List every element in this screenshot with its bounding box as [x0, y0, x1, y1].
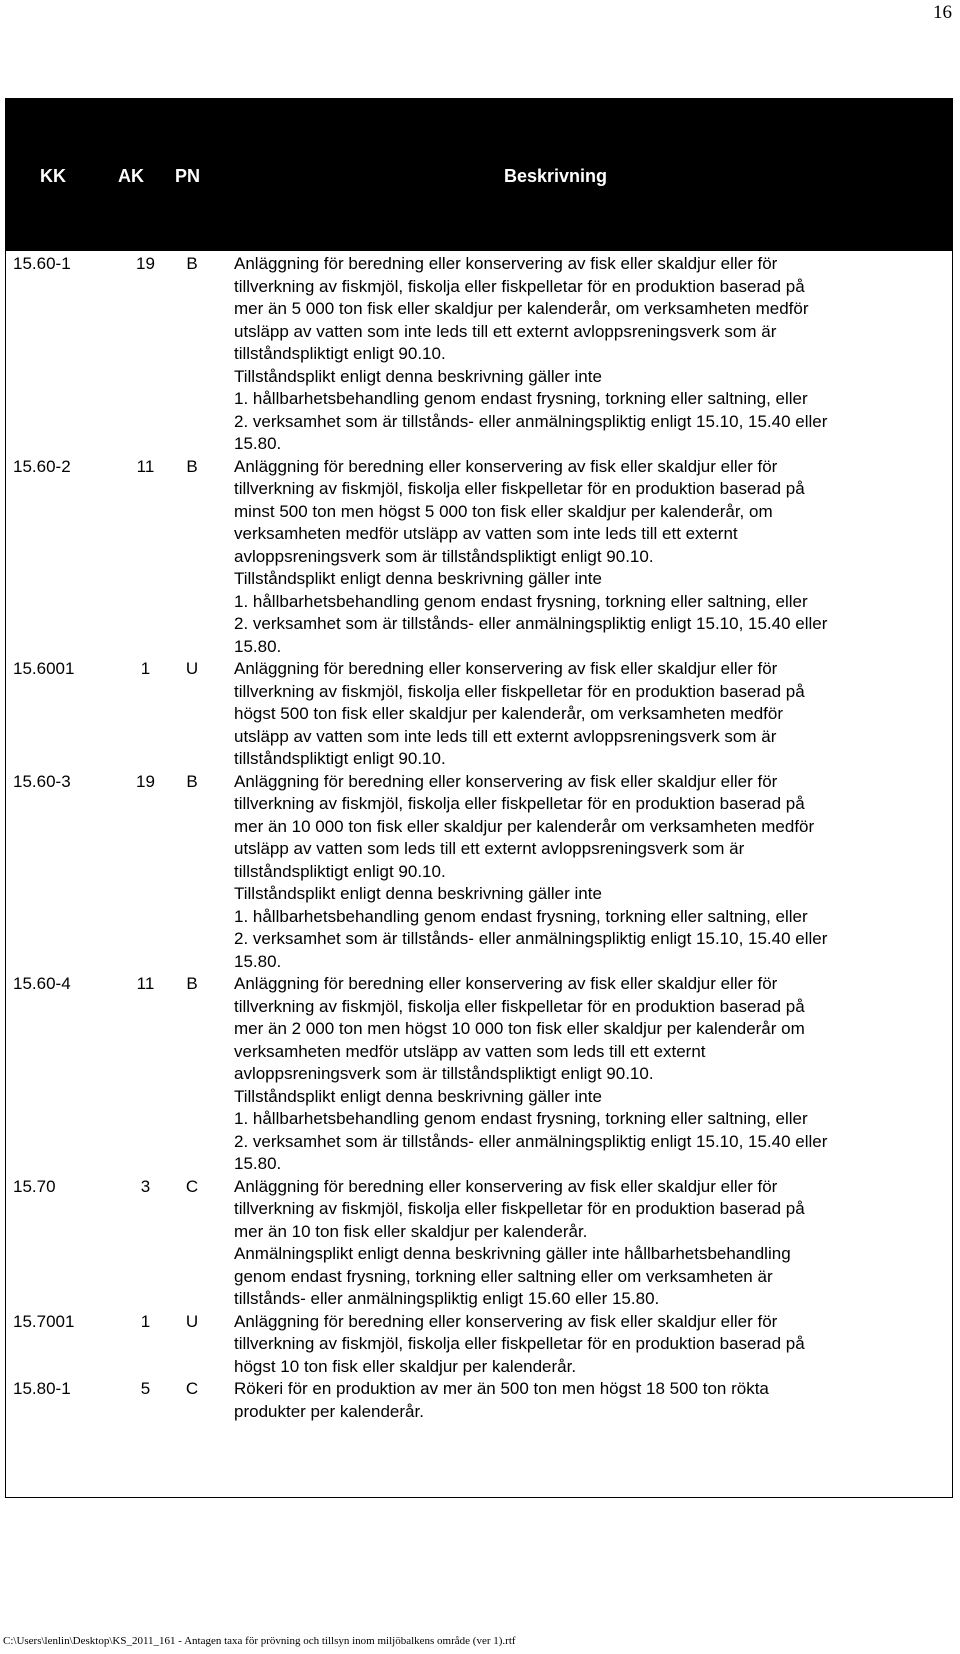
row-pn: B — [186, 456, 198, 476]
row-description: Anläggning för beredning eller konservering av fisk eller skaldjur eller för tillverkning av fiskmjöl, fiskolja eller fiskpelletar för en produktion baserad på mer än 5 000 ton fisk eller skaldjur per kalenderår, om verksamheten medför utsläpp av vatten som inte leds till ett externt avloppsreningsverk som är tillståndspliktigt enligt 90.10. Tillståndsplikt enligt denna beskrivning gäller inte 1. hållbarhetsbehandling genom endast frysning, torkning eller saltning, eller 2. verksamhet som är tillstånds- eller anmälningspliktig enligt 15.10, 15.40 eller 15.80. — [234, 254, 828, 453]
header-ak: AK — [118, 166, 144, 186]
table-row — [6, 771, 952, 974]
table-row — [6, 1176, 952, 1311]
row-ak: 11 — [136, 456, 155, 476]
row-pn: U — [185, 659, 199, 678]
row-description: Anläggning för beredning eller konservering av fisk eller skaldjur eller för tillverkning av fiskmjöl, fiskolja eller fiskpelletar för en produktion baserad på minst 500 ton men högst 5 000 ton fisk eller skaldjur per kalenderår, om verksamheten medför utsläpp av vatten som inte leds till ett externt avloppsreningsverk som är tillståndspliktigt enligt 90.10. Tillståndsplikt enligt denna beskrivning gäller inte 1. hållbarhetsbehandling genom endast frysning, torkning eller saltning, eller 2. verksamhet som är tillstånds- eller anmälningspliktig enligt 15.10, 15.40 eller 15.80. — [234, 456, 828, 656]
header-pn: PN — [175, 166, 201, 186]
header-kk: KK — [40, 166, 66, 186]
table-row — [6, 456, 952, 659]
table-row — [6, 253, 952, 456]
row-kk: 15.7001 — [13, 1311, 75, 1331]
row-ak: 19 — [136, 254, 155, 273]
row-pn: B — [186, 771, 198, 791]
row-ak: 1 — [140, 659, 151, 678]
row-kk: 15.60-3 — [13, 771, 71, 791]
row-kk: 15.6001 — [13, 659, 75, 678]
row-pn: C — [185, 1176, 199, 1196]
table-row — [6, 973, 952, 1176]
table-row — [6, 1311, 952, 1379]
row-description: Anläggning för beredning eller konservering av fisk eller skaldjur eller för tillverkning av fiskmjöl, fiskolja eller fiskpelletar för en produktion baserad på mer än 10 000 ton fisk eller skaldjur per kalenderår om verksamheten medför utsläpp av vatten som leds till ett externt avloppsreningsverk som är tillståndspliktigt enligt 90.10. Tillståndsplikt enligt denna beskrivning gäller inte 1. hållbarhetsbehandling genom endast frysning, torkning eller saltning, eller 2. verksamhet som är tillstånds- eller anmälningspliktig enligt 15.10, 15.40 eller 15.80. — [234, 771, 828, 971]
row-description: Anläggning för beredning eller konservering av fisk eller skaldjur eller för tillverkning av fiskmjöl, fiskolja eller fiskpelletar för en produktion baserad på mer än 2 000 ton men högst 10 000 ton fisk eller skaldjur per kalenderår om verksamheten medför utsläpp av vatten som leds till ett externt avloppsreningsverk som är tillståndspliktigt enligt 90.10. Tillståndsplikt enligt denna beskrivning gäller inte 1. hållbarhetsbehandling genom endast frysning, torkning eller saltning, eller 2. verksamhet som är tillstånds- eller anmälningspliktig enligt 15.10, 15.40 eller 15.80. — [234, 974, 828, 1173]
row-ak: 5 — [140, 1379, 151, 1398]
table-header — [6, 99, 952, 251]
page-number: 16 — [933, 2, 952, 23]
row-description: Anläggning för beredning eller konservering av fisk eller skaldjur eller för tillverkning av fiskmjöl, fiskolja eller fiskpelletar för en produktion baserad på högst 10 ton fisk eller skaldjur per kalenderår. — [234, 1311, 805, 1376]
row-description: Rökeri för en produktion av mer än 500 ton men högst 18 500 ton rökta produkter per kalenderår. — [234, 1379, 769, 1421]
table-row — [6, 1378, 952, 1423]
row-pn: C — [185, 1379, 199, 1398]
row-description: Anläggning för beredning eller konservering av fisk eller skaldjur eller för tillverkning av fiskmjöl, fiskolja eller fiskpelletar för en produktion baserad på mer än 10 ton fisk eller skaldjur per kalenderår. Anmälningsplikt enligt denna beskrivning gäller inte hållbarhetsbehandling genom endast frysning, torkning eller saltning eller om verksamheten är tillstånds- eller anmälningspliktig enligt 15.60 eller 15.80. — [234, 1176, 805, 1308]
row-ak: 19 — [136, 771, 155, 791]
row-kk: 15.80-1 — [13, 1379, 71, 1398]
row-pn: B — [186, 974, 198, 993]
row-ak: 11 — [136, 974, 155, 993]
fee-table — [5, 98, 953, 1498]
header-description: Beskrivning — [504, 166, 608, 186]
row-pn: B — [186, 254, 198, 273]
table-row — [6, 658, 952, 771]
footer-file-path: C:\Users\lenlin\Desktop\KS_2011_161 - Antagen taxa för prövning och tillsyn inom miljöbalkens område (ver 1).rtf — [3, 1635, 516, 1647]
row-pn: U — [185, 1311, 199, 1331]
row-kk: 15.60-2 — [13, 456, 71, 476]
row-kk: 15.60-4 — [13, 974, 71, 993]
row-kk: 15.70 — [13, 1176, 56, 1196]
row-ak: 1 — [140, 1311, 151, 1331]
row-kk: 15.60-1 — [13, 254, 71, 273]
row-description: Anläggning för beredning eller konservering av fisk eller skaldjur eller för tillverkning av fiskmjöl, fiskolja eller fiskpelletar för en produktion baserad på högst 500 ton fisk eller skaldjur per kalenderår, om verksamheten medför utsläpp av vatten som inte leds till ett externt avloppsreningsverk som är tillståndspliktigt enligt 90.10. — [234, 659, 805, 768]
row-ak: 3 — [140, 1176, 151, 1196]
table-body — [6, 253, 952, 1423]
